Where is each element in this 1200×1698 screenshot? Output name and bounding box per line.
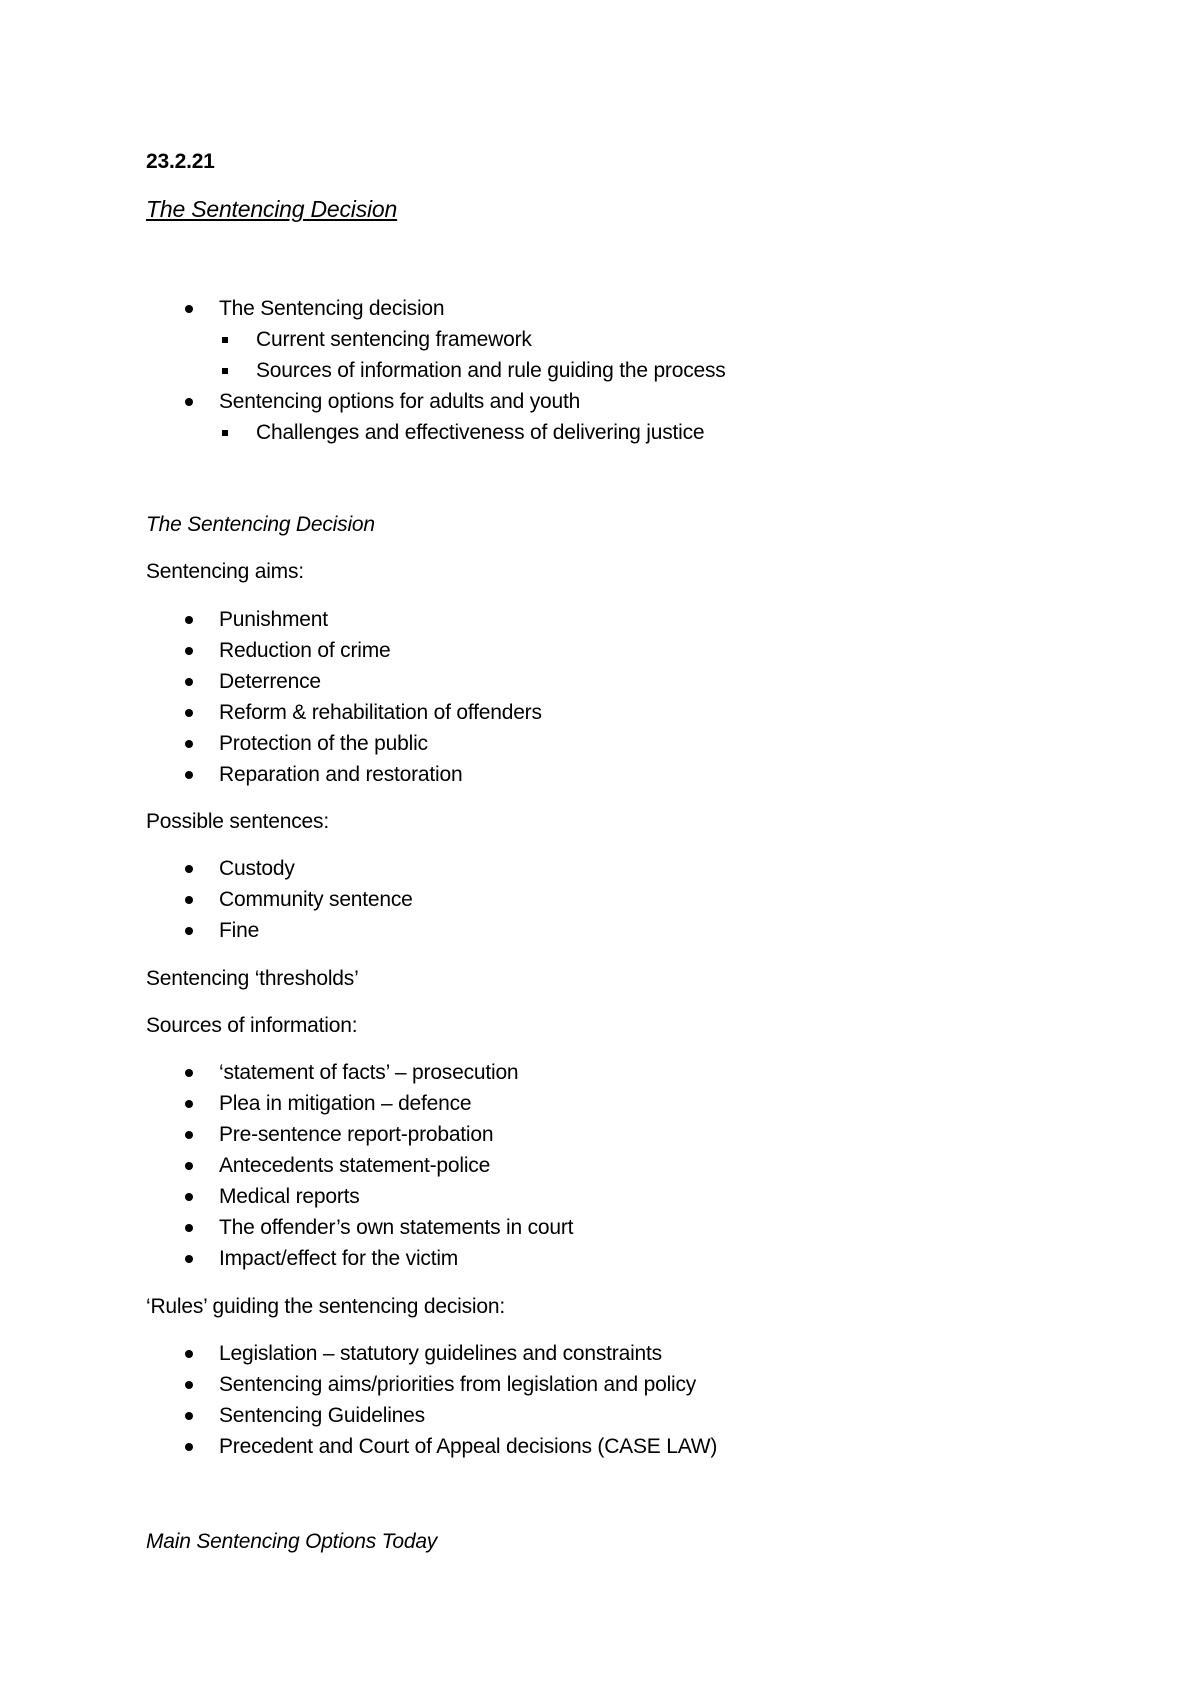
section-heading: The Sentencing Decision [146, 513, 375, 536]
bullet-dot-icon [185, 1381, 193, 1389]
list-item-label: Legislation – statutory guidelines and constraints [219, 1342, 662, 1365]
rules-label: ‘Rules’ guiding the sentencing decision: [146, 1295, 505, 1318]
outline-subitem-label: Challenges and effectiveness of delivering justice [256, 421, 705, 444]
bullet-dot-icon [185, 1224, 193, 1232]
list-item-label: Medical reports [219, 1185, 360, 1208]
bullet-dot-icon [185, 398, 193, 406]
sentences-label: Possible sentences: [146, 810, 329, 833]
bullet-dot-icon [185, 1412, 193, 1420]
aims-label: Sentencing aims: [146, 560, 304, 583]
list-item-label: Precedent and Court of Appeal decisions (CASE LAW) [219, 1435, 718, 1458]
list-item-label: Antecedents statement-police [219, 1154, 491, 1177]
list-item-label: Fine [219, 919, 260, 942]
outline-subitem-label: Current sentencing framework [256, 328, 532, 351]
list-item-label: Sentencing aims/priorities from legislation and policy [219, 1373, 697, 1396]
bullet-dot-icon [185, 616, 193, 624]
bullet-dot-icon [185, 1443, 193, 1451]
bullet-dot-icon [185, 1069, 193, 1077]
list-item-label: Reduction of crime [219, 639, 391, 662]
list-item-label: The offender’s own statements in court [219, 1216, 574, 1239]
bullet-dot-icon [185, 1131, 193, 1139]
list-item-label: Custody [219, 857, 295, 880]
list-item-label: Community sentence [219, 888, 413, 911]
bullet-dot-icon [185, 865, 193, 873]
document-page [146, 0, 1106, 1698]
list-item-label: Impact/effect for the victim [219, 1247, 459, 1270]
bullet-dot-icon [185, 927, 193, 935]
document-title: The Sentencing Decision [146, 196, 398, 222]
bullet-dot-icon [185, 1100, 193, 1108]
bullet-dot-icon [185, 678, 193, 686]
list-item-label: ‘statement of facts’ – prosecution [219, 1061, 519, 1084]
bullet-dot-icon [185, 1193, 193, 1201]
outline-item-label: Sentencing options for adults and youth [219, 390, 581, 413]
bullet-dot-icon [185, 305, 193, 313]
thresholds-label: Sentencing ‘thresholds’ [146, 967, 359, 990]
bullet-dot-icon [185, 740, 193, 748]
bullet-dot-icon [185, 771, 193, 779]
list-item-label: Deterrence [219, 670, 321, 693]
outline-item-label: The Sentencing decision [219, 297, 445, 320]
bullet-square-icon [222, 430, 228, 436]
bullet-dot-icon [185, 709, 193, 717]
outline-subitem-label: Sources of information and rule guiding the process [256, 359, 726, 382]
list-item-label: Reparation and restoration [219, 763, 463, 786]
document-date: 23.2.21 [146, 150, 215, 173]
bullet-dot-icon [185, 1350, 193, 1358]
list-item-label: Sentencing Guidelines [219, 1404, 425, 1427]
list-item-label: Plea in mitigation – defence [219, 1092, 472, 1115]
list-item-label: Protection of the public [219, 732, 428, 755]
bullet-dot-icon [185, 1162, 193, 1170]
list-item-label: Pre-sentence report-probation [219, 1123, 494, 1146]
list-item-label: Punishment [219, 608, 328, 631]
bullet-dot-icon [185, 1255, 193, 1263]
bullet-square-icon [222, 337, 228, 343]
list-item-label: Reform & rehabilitation of offenders [219, 701, 542, 724]
section-heading: Main Sentencing Options Today [146, 1530, 438, 1553]
bullet-dot-icon [185, 647, 193, 655]
sources-label: Sources of information: [146, 1014, 358, 1037]
bullet-dot-icon [185, 896, 193, 904]
bullet-square-icon [222, 368, 228, 374]
